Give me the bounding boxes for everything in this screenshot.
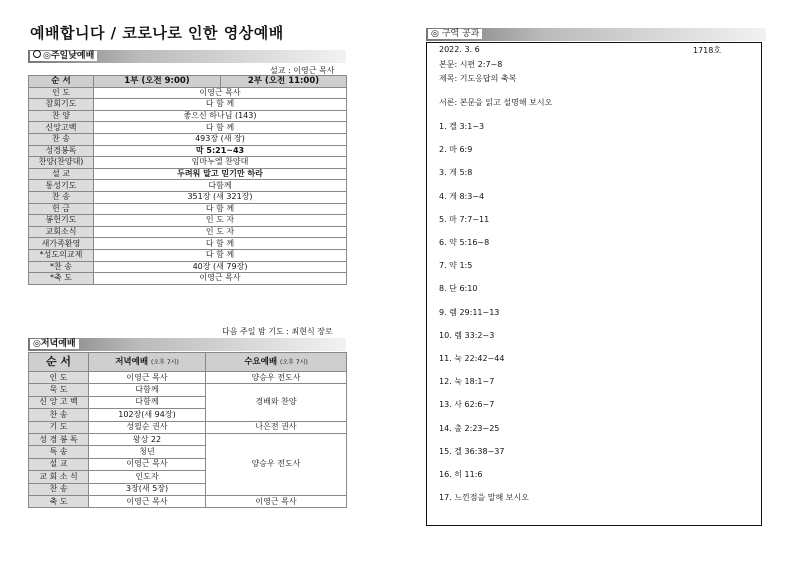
row-label: 축 도 xyxy=(29,495,89,507)
preacher-line: 설교 : 이영근 목사 xyxy=(270,66,335,75)
row-label: 찬 송 xyxy=(29,483,89,495)
row-value: 다 함 께 xyxy=(94,249,347,261)
table-row xyxy=(29,203,347,215)
row-value: 다 함 께 xyxy=(94,122,347,134)
row-value: 좋으신 하나님 (143) xyxy=(94,110,347,122)
row-value: 다 함 께 xyxy=(94,238,347,250)
header-cell: 순 서 xyxy=(29,76,94,88)
study-item: 3. 게 5:8 xyxy=(439,168,473,178)
table-row xyxy=(29,110,347,122)
study-item: 13. 사 62:6~7 xyxy=(439,400,495,410)
study-section-header xyxy=(426,28,766,41)
row-value: 다함께 xyxy=(94,180,347,192)
table-header-row xyxy=(29,76,347,88)
table-header-row xyxy=(29,353,347,372)
header-text: 저녁예배 xyxy=(115,356,149,367)
study-issue: 1718호 xyxy=(693,46,722,55)
table-row xyxy=(29,238,347,250)
wednesday-value: 양승우 전도사 xyxy=(206,433,347,495)
header-time: (오후 7시) xyxy=(151,358,179,366)
row-value: 다 함 께 xyxy=(94,203,347,215)
sunday-value: 인도자 xyxy=(89,471,206,483)
table-row xyxy=(29,87,347,99)
header-cell xyxy=(89,353,206,372)
evening-table xyxy=(28,352,347,508)
study-item: 15. 겔 36:38~37 xyxy=(439,446,505,456)
table-row xyxy=(29,122,347,134)
study-item: 8. 단 6:10 xyxy=(439,284,478,294)
table-row xyxy=(29,372,347,384)
row-label: 봉헌기도 xyxy=(29,215,94,227)
study-box xyxy=(426,42,762,526)
sunday-value: 왕상 22 xyxy=(89,433,206,445)
study-item: 6. 약 5:16~8 xyxy=(439,238,490,247)
morning-table xyxy=(28,75,347,285)
study-item: 2. 마 6:9 xyxy=(439,145,473,155)
row-label: 인 도 xyxy=(29,372,89,384)
study-item: 10. 렘 33:2~3 xyxy=(439,330,495,340)
row-value: 인 도 자 xyxy=(94,226,347,238)
next-prayer-note: 다음 주일 밤 기도 : 최현식 장로 xyxy=(222,327,333,336)
study-item: 1. 겔 3:1~3 xyxy=(439,122,485,131)
row-value: 임마누엘 찬양대 xyxy=(94,157,347,169)
row-label: 성 경 봉 독 xyxy=(29,433,89,445)
sunday-value: 3장(새 5장) xyxy=(89,483,206,495)
study-section-label: ◎ 구역 공과 xyxy=(428,29,482,39)
row-label: 교 회 소 식 xyxy=(29,471,89,483)
header-cell xyxy=(206,353,347,372)
row-label: 헌 금 xyxy=(29,203,94,215)
wednesday-value: 나은전 권사 xyxy=(206,421,347,433)
row-label: *찬 송 xyxy=(29,261,94,273)
study-item: 11. 눅 22:42~44 xyxy=(439,354,505,363)
study-item: 16. 히 11:6 xyxy=(439,470,483,479)
row-label: 신 앙 고 백 xyxy=(29,396,89,408)
table-row xyxy=(29,495,347,507)
table-row xyxy=(29,145,347,157)
row-label: 특 송 xyxy=(29,446,89,458)
row-value: 막 5:21~43 xyxy=(94,145,347,157)
row-value: 두려워 말고 믿기만 하라 xyxy=(94,168,347,180)
row-value: 40장 (새 79장) xyxy=(94,261,347,273)
sunday-value: 다함께 xyxy=(89,396,206,408)
table-row xyxy=(29,133,347,145)
morning-section-label: ◎주일낮예배 xyxy=(43,51,95,61)
row-value: 493장 (새 장) xyxy=(94,133,347,145)
evening-section-label: ◎저녁예배 xyxy=(33,339,76,349)
circle-icon xyxy=(33,50,41,58)
header-time: (오후 7시) xyxy=(280,358,308,366)
row-label: 신앙고백 xyxy=(29,122,94,134)
sunday-value: 청년 xyxy=(89,446,206,458)
evening-section-header xyxy=(28,338,346,351)
row-label: 찬 송 xyxy=(29,191,94,203)
row-label: 성경봉독 xyxy=(29,145,94,157)
header-cell: 순 서 xyxy=(29,353,89,372)
header-cell: 2부 (오전 11:00) xyxy=(221,76,347,88)
study-item: 9. 렘 29:11~13 xyxy=(439,307,500,317)
table-row xyxy=(29,168,347,180)
row-label: 통성기도 xyxy=(29,180,94,192)
sunday-value: 성필순 권사 xyxy=(89,421,206,433)
row-label: 설 교 xyxy=(29,168,94,180)
study-date: 2022. 3. 6 xyxy=(439,45,480,54)
row-value: 인 도 자 xyxy=(94,215,347,227)
study-item: 5. 마 7:7~11 xyxy=(439,214,490,224)
study-intro: 서론: 본문을 읽고 설명해 보시오 xyxy=(439,98,553,107)
table-row xyxy=(29,226,347,238)
study-item: 17. 느낀점을 말해 보시오 xyxy=(439,493,529,503)
table-row xyxy=(29,249,347,261)
sunday-value: 다함께 xyxy=(89,384,206,396)
study-item: 4. 게 8:3~4 xyxy=(439,191,485,201)
sunday-value: 102장(새 94장) xyxy=(89,409,206,421)
row-label: 묵 도 xyxy=(29,384,89,396)
row-value: 351장 (새 321장) xyxy=(94,191,347,203)
row-value: 이영근 목사 xyxy=(94,273,347,285)
row-label: 교회소식 xyxy=(29,226,94,238)
table-row xyxy=(29,180,347,192)
row-label: 기 도 xyxy=(29,421,89,433)
row-label: 설 교 xyxy=(29,458,89,470)
wednesday-value: 양승우 전도사 xyxy=(206,372,347,384)
row-label: 찬 송 xyxy=(29,133,94,145)
page-title: 예배합니다 / 코로나로 인한 영상예배 xyxy=(30,24,284,42)
row-label: 찬 양 xyxy=(29,110,94,122)
study-item: 7. 약 1:5 xyxy=(439,261,473,271)
table-row xyxy=(29,157,347,169)
row-label: 인 도 xyxy=(29,87,94,99)
study-item: 12. 눅 18:1~7 xyxy=(439,377,495,387)
study-item: 14. 출 2:23~25 xyxy=(439,423,500,433)
table-row xyxy=(29,261,347,273)
row-label: 찬양(찬양대) xyxy=(29,157,94,169)
table-row xyxy=(29,421,347,433)
wednesday-value: 이영근 목사 xyxy=(206,495,347,507)
sunday-value: 이영근 목사 xyxy=(89,372,206,384)
table-row xyxy=(29,433,347,445)
row-label: 참회기도 xyxy=(29,99,94,111)
header-text: 수요예배 xyxy=(244,356,278,367)
study-subject: 제목: 기도응답의 축복 xyxy=(439,74,517,83)
row-label: 찬 송 xyxy=(29,409,89,421)
table-row xyxy=(29,215,347,227)
header-cell: 1부 (오전 9:00) xyxy=(94,76,221,88)
sunday-value: 이영근 목사 xyxy=(89,458,206,470)
morning-section-header xyxy=(28,50,346,63)
study-text: 본문: 시편 2:7~8 xyxy=(439,60,503,69)
table-row xyxy=(29,384,347,396)
table-row xyxy=(29,273,347,285)
row-label: *성도의교제 xyxy=(29,249,94,261)
table-row xyxy=(29,191,347,203)
row-label: 새가족환영 xyxy=(29,238,94,250)
row-value: 이영근 목사 xyxy=(94,87,347,99)
sunday-value: 이영근 목사 xyxy=(89,495,206,507)
row-value: 다 함 께 xyxy=(94,99,347,111)
table-row xyxy=(29,99,347,111)
wednesday-value: 경배와 찬양 xyxy=(206,384,347,421)
row-label: *축 도 xyxy=(29,273,94,285)
